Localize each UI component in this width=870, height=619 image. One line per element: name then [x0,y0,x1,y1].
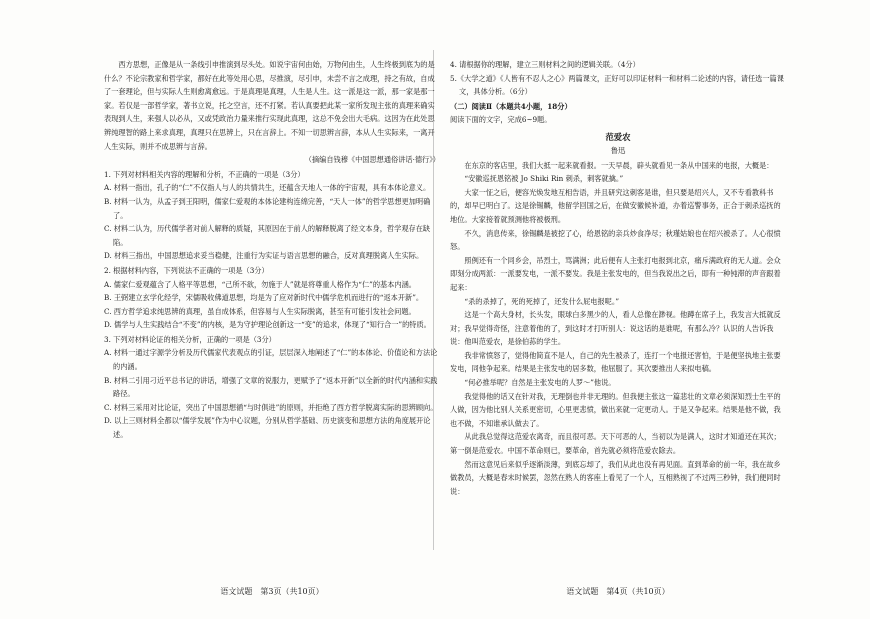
source-citation: （摘编自钱穆《中国思想通俗讲话·德行》） [304,155,440,165]
option-d: D. 以上三则材料全都以“儒学发展”作为中心议题，分别从哲学基础、历史演变和思想方法的角度展开论述。 [104,416,431,440]
option-a: A. 材料一通过字源学分析及历代儒家代表观点的引证，层层深入地阐述了“仁”的本体论、价值论和方法论的内涵。 [104,348,438,372]
question-1 [104,168,440,263]
question-stem: 3. 下列对材料论证的相关分析，正确的一项是（3分） [104,334,276,344]
story-paragraph: 照例还有一个同乡会，吊烈士，骂满洲；此后便有人主张打电报到北京，痛斥满政府的无人道。会众即刻分成两派：一派要发电，一派不要发。我是主张发电的，但当我说出之后，即有一种钝滞的声音跟着起来： [450,255,781,292]
story-paragraph: “杀的杀掉了，死的死掉了，还发什么屁电报呢。” [464,296,620,306]
option-d: D. 儒学与人生实践结合“不变”的内核，是为守护理论创新这一“变”的追求，体现了“知行合一”的特质。 [104,320,431,330]
section-heading: （二）阅读Ⅱ（本题共4小题，18分） [450,101,572,111]
story-paragraph: “安徽巡抚恩铭被 Jo Shiki Rin 刺杀，刺客就擒。” [464,174,624,184]
story-paragraph: 不久，消息传来，徐锡麟是被挖了心，给恩铭的亲兵炒食净尽；秋瑾姑娘也在绍兴被杀了。人心很愤怒。 [450,228,781,252]
option-c: C. 西方哲学追求纯思辨的真理，虽自成体系，但容易与人生实际脱离，甚至有可能引发社会问题。 [104,306,416,316]
option-d: D. 材料三指出，中国思想追求妥当稳健，注重行为实证与语言思想的融合，反对真理脱离人生实际。 [104,251,424,261]
question-5: 5.《大学之道》《人皆有不忍人之心》两篇课文，正好可以印证材料一和材料二论述的内容，请任选一篇课文，具体分析。（6分） [450,73,784,97]
question-stem: 1. 下列对材料相关内容的理解和分析，不正确的一项是（3分） [104,169,305,179]
option-a: A. 儒家仁爱观蕴含了人格平等思想，“己所不欲，勿施于人”就是将尊重人格作为“仁”的基本内涵。 [104,279,416,289]
story-paragraph: 我非常愤怒了，觉得他简直不是人，自己的先生被杀了，连打一个电报还害怕，于是便坚执地主张要发电，同他争起来。结果是主张发电的居多数，他屈服了。其次要推出人来拟电稿。 [450,350,781,374]
story-paragraph: 从此我总觉得这范爱农离奇，而且很可恶。天下可恶的人，当初以为是满人，这时才知道还在其次；第一倒是范爱农。中国不革命则已，要革命，首先就必须将范爱农除去。 [450,432,781,456]
option-c: C. 材料三采用对比论证，突出了中国思想循“与时俱进”的原则，并拒绝了西方哲学脱离实际的思辨顾向。 [104,402,438,412]
page-footer-left: 语文试题 第3页（共10页） [220,587,324,596]
option-c: C. 材料二认为，历代儒学者对前人解释的质疑，其原因在于前人的解释脱离了经文本身，哲学观存在缺陷。 [104,224,431,247]
left-page [104,58,440,442]
story-paragraph: 大家一怔之后，便容光焕发地互相告语，并且研究这刺客是谁，但只要是绍兴人，又不专看教科书的，却早已明白了。这是徐锡麟，他留学回国之后，在做安徽候补道，办着巡警事务，正合于刺杀巡抚的地位。大家接着就预测他将被极刑。 [450,187,781,224]
question-4: 4. 请根据你的理解，建立三则材料之间的逻辑关联。（4分） [450,60,640,69]
question-2 [104,264,440,332]
page-footer-right: 语文试题 第4页（共10页） [566,587,670,596]
option-b: B. 材料二引用刁近平总书记的讲话，增强了文章的说服力，更赋予了“返本开新”以全新的时代内涵和实践路径。 [104,375,438,399]
story-title: 范爱农 [605,131,631,142]
question-3 [104,333,440,442]
story-paragraph: 然而这意见后来似乎逐渐淡薄，到底忘却了，我们从此也没有再见面。直到革命的前一年，我在故乡做教员，大概是春末时候罢，忽然在熟人的客座上看见了一个人，互相熟视了不过两三秒钟，我们便同时说： [450,459,781,496]
option-b: B. 材料一认为，从孟子到王阳明，儒家仁爱观的本体论建构连绵完善，“天人一体”的哲学思想更加明确了。 [104,196,431,220]
story-paragraph: 我觉得他的话又在针对我，无理倒也并非无理的。但我便主张这一篇悲壮的文章必须深知烈士生平的人做，因为他比别人关系更密切，心里更悲愤，做出来就一定更动人。于是又争起来。结果是他不做，我也不做，不知谁承认做去了。 [450,391,781,428]
option-a: A. 材料一指出，孔子的“仁”不仅指人与人的共情共生，还蕴含天地人一体的宇宙观，具有本体论意义。 [104,183,431,193]
question-stem: 2. 根据材料内容，下列说法不正确的一项是（3分） [104,265,269,275]
section-instruction: 阅读下面的文字，完成6~9题。 [450,115,552,125]
story-author: 鲁迅 [610,145,626,155]
story-paragraph: 这是一个高大身材，长头发，眼球白多黑少的人，看人总像在渺视。他蹲在席子上，我发言大抵就反对；我早觉得奇怪，注意着他的了，到这时才打听别人：说这话的是谁呢，有那么冷？认识的人告诉我说：他叫范爱农，是徐伯荪的学生。 [450,310,781,347]
passage-paragraph: 西方思想，正像是从一条线引申推演到尽头处。如说宇宙何由始，万物何由生，人生终极到底为的是什么？不论宗教家和哲学家，都好在此等处用心思，尽推演，尽引申，未尝不言之成理，持之有故，自成了一套理论，但与实际人生则愈离愈远。于是真理是真理，人生是人生。这一派是这一派，那一家是那一家。若仅是一部哲学家，著书立说，托之空言，还不打紧。若认真要把此某一家所发现主张的真理来确实表现到人生，来强人以必从，又或凭政治力量来推行实现此真理，这总不免会出大毛病。这因为在此处思辨纯理智的路上来求真理，真理只在思辨上，只在言辞上。不知一切思辨言辞，本从人生实际来，一离开人生实际，则并不成思辨与言辞。 [104,60,435,151]
option-b: B. 王弼建立玄学化经学，宋儒吸收佛道思想，均是为了应对新时代中儒学危机而进行的“返本开新”。 [104,293,424,303]
story-paragraph: 在东京的客店里，我们大抵一起来就看报。一天早晨，辟头就看见一条从中国来的电报，大概是： [464,160,774,170]
right-page [450,58,786,498]
story-paragraph: “何必推举呢？自然是主张发电的人罗～”他说。 [464,378,616,388]
